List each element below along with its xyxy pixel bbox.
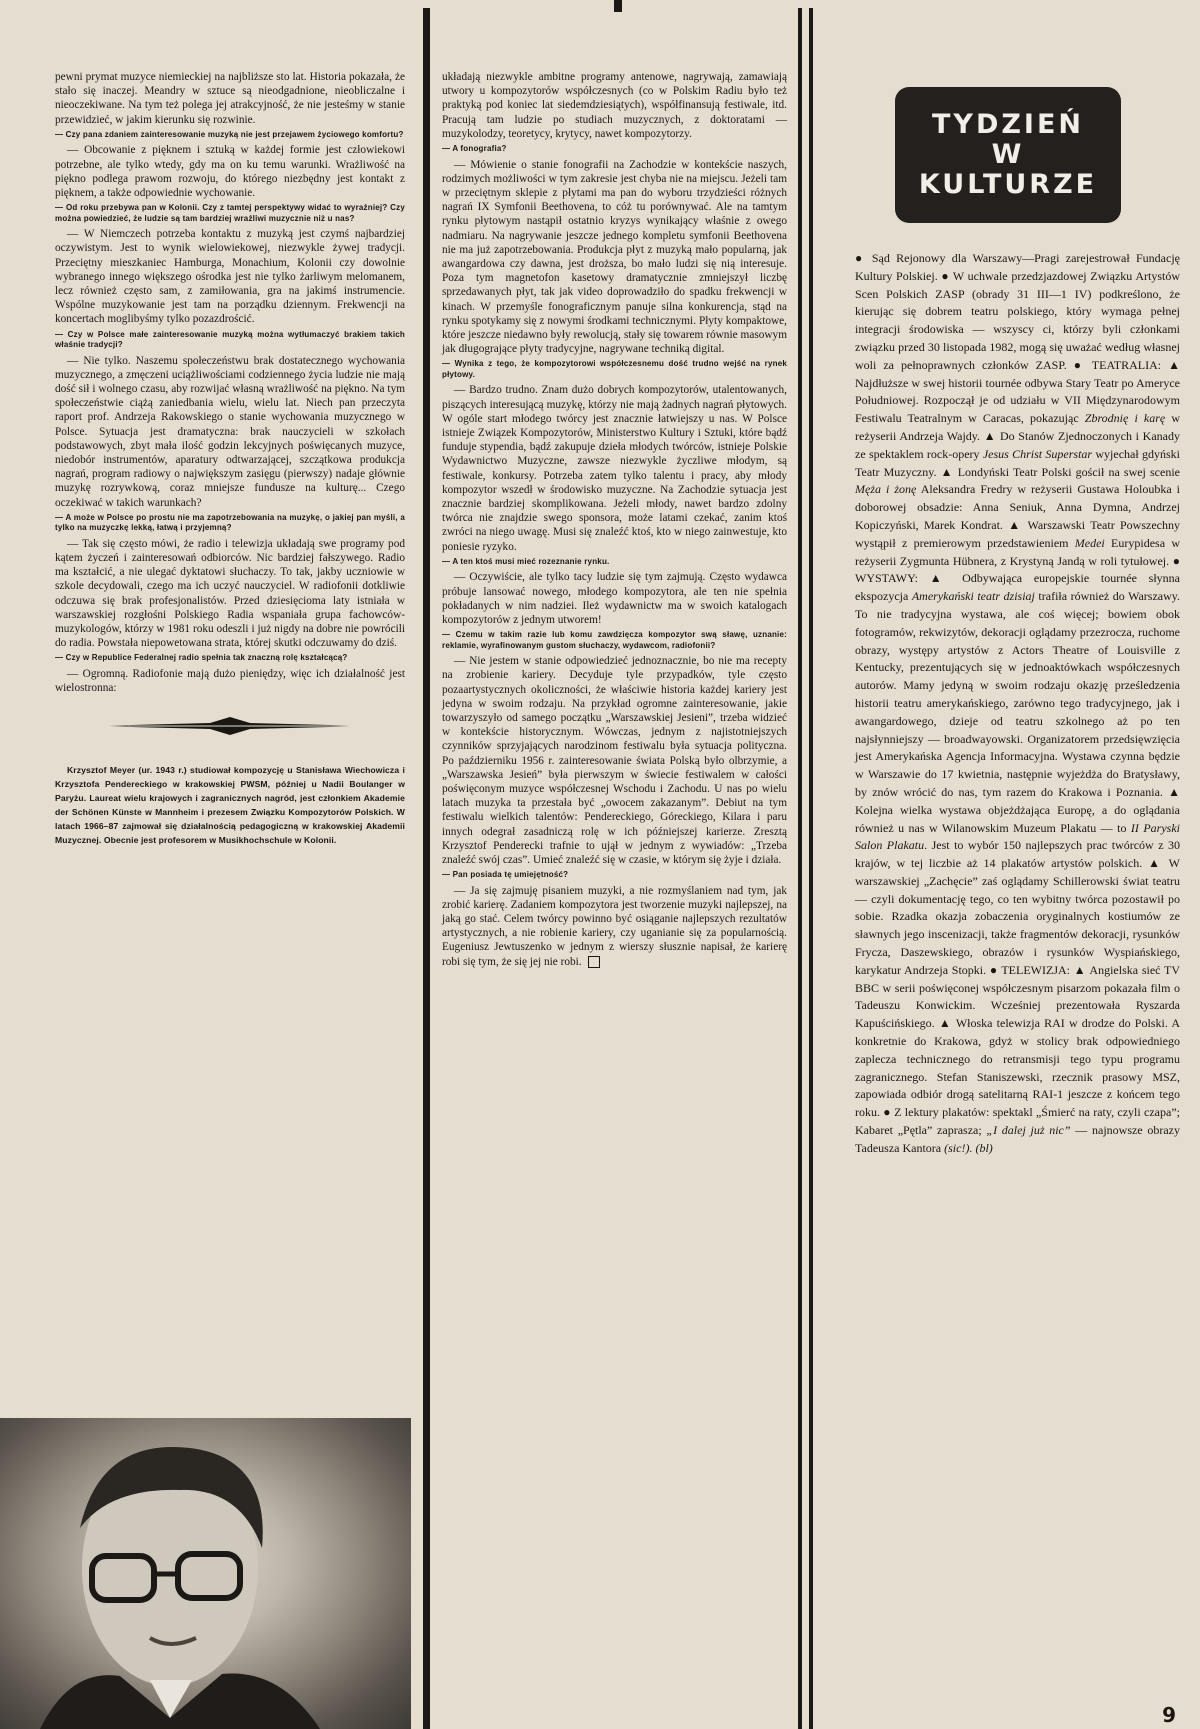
- news-brief: ● Sąd Rejonowy dla Warszawy—Pragi zarejestrował Fundację Kultury Polskiej. ● W uchwale przedzjazdowej Związku Artystów Scen Polskich ZASP (obrady 31 III—1 IV) podkreślono, że kierując się dobrem teatru polskiego, który wymaga pełnej integracji środowiska — wszyscy ci, którzy byli członkami związku przed 30 listopada 1982, mogą się uważać według własnej woli za pełnoprawnych członków ZASP. ● TEATRALIA: ▲ Najdłuższe w swej historii tournée odbywa Stary Teatr po Ameryce Południowej. Rozpoczął je od udziału w VII Międzynarodowym Festiwalu Teatralnym w Caracas, pokazując Zbrodnię i karę w reżyserii Andrzeja Wajdy. ▲ Do Stanów Zjednoczonych i Kanady ze spektaklem rock-opery Jesus Christ Superstar wyjechał gdyński Teatr Muzyczny. ▲ Londyński Teatr Polski gościł na swej scenie Męża i żonę Aleksandra Fredry w reżyserii Gustawa Holoubka i doborowej obsadzie: Anna Seniuk, Anna Dymna, Andrzej Kopiczyński, Marek Kondrat. ▲ Warszawski Teatr Powszechny wystąpił z premierowym przedstawieniem Medei Eurypidesa w reżyserii Zygmunta Hübnera, z Krystyną Jandą w roli tytułowej. ● WYSTAWY: ▲ Odbywająca europejskie tournée słynna ekspozycja Amerykański teatr dzisiaj trafiła również do Warszawy. To nie tradycyjna wystawa, ale coś więcej; bowiem obok fotogramów, rekwizytów, dekoracji oglądamy przezrocza, ruchome obrazy, występy artystów z Actors Theatre of Louisville z Kentucky, prezentujących się w jednoaktówkach współczesnych autorów. Mamy jedyną w swoim rodzaju okazję prześledzenia historii teatru amerykańskiego, zarówno tego tradycyjnego, jak i awangardowego, dzieje od teatru szkolnego aż po ten najsłynniejszy — broadwayowski. Organizatorem przedsięwzięcia jest Amerykańska Agencja Informacyjna. Wystawa czynna będzie w Warszawie do 17 kwietnia, następnie wyjeżdża do Bratysławy, by znów wrócić do nas, tym razem do Krakowa i Poznania. ▲ Kolejna wielka wystawa objeżdżająca Europę, a do oglądania również u nas w Wilanowskim Muzeum Plakatu — to II Paryski Salon Plakatu. Jest to wybór 150 najlepszych prac twórców z 30 krajów, w tej liczbie aż 14 plakatów artystów polskich. ▲ W warszawskiej „Zachęcie” zaś oglądamy Schillerowski świat teatru — czyli dokumentację tego, co ten wybitny twórca pozostawił po sobie. Rzadka okazja zobaczenia oryginalnych kostiumów ze sławnych jego inscenizacji, także fragmentów dekoracji, rysunków Frycza, Daszewskiego, obrazów i rysunków Wyspiańskiego, karykatur Andrzeja Stopki. ● TELEWIZJA: ▲ Angielska sieć TV BBC w serii poświęconej współczesnym pisarzom pokazała film o Tadeuszu Konwickim. Wcześniej prezentowała Ryszarda Kapuścińskiego. ▲ Włoska telewizja RAI w drodze do Polski. A konkretnie do Krakowa, gdyż w stolicy brak odpowiedniego zaplecza technicznego do retransmisji tego typu programu zagranicznego. Stefan Staniszewski, rzecznik prasowy MSZ, zapowiada odbiór drogą satelitarną RAI-1 jeszcze z końcem tego roku. ● Z lektury plakatów: spektakl „Śmierć na raty, czyli czapa”; Kabaret „Pętla” zaprasza; „I dalej już nic” — najnowsze obrazy Tadeusza Kantora (sic!). (bl): [855, 251, 1181, 1155]
- column-rule: [798, 8, 802, 1729]
- question: — A fonografia?: [442, 144, 507, 154]
- column-interview-middle: [442, 70, 787, 969]
- author-bio: Krzysztof Meyer (ur. 1943 r.) studiował kompozycję u Stanisława Wiechowicza i Krzysztofa Pendereckiego w krakowskiej PWSM, później u Nadii Boulanger w Paryżu. Laureat wielu krajowych i zagranicznych nagród, jest członkiem Akademie der Schönen Künste w Mannheim i prezesem Związku Kompozytorów Polskich. W latach 1966–87 zajmował się działalnością pedagogiczną w krakowskiej Akademii Muzycznej. Obecnie jest profesorem w Musikhochschule w Kolonii.: [55, 765, 405, 846]
- column-culture-week: [855, 250, 1180, 1158]
- answer: — Ogromną. Radiofonie mają dużo pieniędzy, więc ich działalność jest wielostronna:: [55, 667, 405, 695]
- question: — Wynika z tego, że kompozytorowi współczesnemu dość trudno wejść na rynek płytowy.: [442, 359, 787, 379]
- paragraph: układają niezwykle ambitne programy antenowe, nagrywają, zamawiają utwory u kompozytorów współczesnych (co w Polskim Radiu było też praktyką pod koniec lat siedemdziesiątych), współfinansują festiwale, itd. Pracują tam ludzie po studiach muzycznych, z doktoratami — muzykolodzy, teoretycy, krytycy, nawet kompozytorzy.: [442, 71, 787, 140]
- badge-line: W: [991, 139, 1025, 170]
- portrait-icon: [0, 1418, 411, 1729]
- author-photo: [0, 1418, 411, 1729]
- paragraph: pewni prymat muzyce niemieckiej na najbliższe sto lat. Historia pokazała, że stało się inaczej. Meandry w sztuce są nieodgadnione, nieobliczalne i nieoczekiwane. Na tym też polega jej atrakcyjność, że nie jesteśmy w stanie przewidzieć, w jakim kierunku się rozwinie.: [55, 71, 405, 126]
- question: — A może w Polsce po prostu nie ma zapotrzebowania na muzykę, o jakiej pan myśli, a tylko na muzyczkę lekką, łatwą i przyjemną?: [55, 512, 405, 533]
- badge-line: TYDZIEŃ: [931, 109, 1085, 140]
- column-rule: [423, 8, 430, 1729]
- badge-line: KULTURZE: [918, 169, 1098, 200]
- question: — Pan posiada tę umiejętność?: [442, 870, 569, 880]
- page-number: 9: [1162, 1703, 1176, 1727]
- question: — Czy w Polsce małe zainteresowanie muzyką można wytłumaczyć brakiem takich właśnie tradycji?: [55, 329, 405, 350]
- question: — A ten ktoś musi mieć rozeznanie rynku.: [442, 556, 610, 566]
- answer: — Nie jestem w stanie odpowiedzieć jednoznacznie, bo nie ma recepty na zrobienie kariery. Decyduje tyle przypadków, tyle często pozaartystycznych okoliczności, że właściwie historia każdej kariery jest jedyna w swoim rodzaju. Na przykład ogromne zainteresowanie, jakie towarzyszyło od samego początku „Warszawskiej Jesieni”, trzeba widzieć w kontekście historycznym. Wówczas, jednym z najistotniejszych czynników sprzyjających narodzinom festiwalu była sytuacja polityczna. Po październiku 1956 r. zainteresowanie świata Polską było olbrzymie, a „Warszawska Jesień” była pierwszym w świecie festiwalem w całości poświęconym muzyce współczesnej Wschodu i Zachodu. U nas po wielu latach muzyka ta przestała być „owocem zakazanym”. Debiut na tym festiwalu wielkich talentów: Pendereckiego, Góreckiego, Kilara i paru innych odegrał zasadniczą rolę w ich późniejszej karierze. Zresztą Krzysztof Penderecki trafnie to ujął w jednym z wywiadów: „Trzeba znaleźć swój czas”. Umieć znaleźć się w czasie, w którym się żyje i działa.: [442, 655, 787, 866]
- answer: — Oczywiście, ale tylko tacy ludzie się tym zajmują. Często wydawca próbuje lansować nowego, młodego kompozytora, ale ten nie spełnia pokładanych w nim nadziei. Ileż wydawnictw ma w swoich katalogach kompozytorów z jednym utworem!: [442, 571, 787, 626]
- answer: — W Niemczech potrzeba kontaktu z muzyką jest czymś najbardziej oczywistym. Jest to wynik wielowiekowej, niezwykle żywej tradycji. Przeciętny mieszkaniec Hamburga, Monachium, Kolonii czy dowolnie wybranego innego większego ośrodka jest nie tylko żarliwym melomanem, lecz również często sam, z zamiłowania, gra na jakimś instrumencie. Wspólne muzykowanie jest tam na porządku dziennym. Frekwencji na koncertach moglibyśmy tylko pozazdrościć.: [55, 228, 405, 326]
- answer: — Tak się często mówi, że radio i telewizja układają swe programy pod kątem życzeń i zainteresowań odbiorców. Nic bardziej fałszywego. Radio ma kształcić, a nie ulegać dyktatowi słuchaczy. To tak, jakby uczniowie w szkole decydowali, czego ma ich uczyć nauczyciel. W radiofonii dotkliwie odczuwa się brak profesjonalistów. Przed dziesięcioma laty istniała w warszawskiej rozgłośni Polskiego Radia wspaniała grupa fachowców-muzykologów, którzy w 1981 roku odeszli i już nigdy na dobre nie powrócili do radia. Powstała niepowetowana strata, której skutki odczuwamy do dziś.: [55, 537, 405, 650]
- ornament-divider: [90, 715, 370, 737]
- answer: — Bardzo trudno. Znam dużo dobrych kompozytorów, utalentowanych, piszących interesującą muzykę, którzy nie mają żadnych nagrań płytowych. W ogóle start młodego twórcy jest znacznie łatwiejszy u nas. W Polsce istnieje Związek Kompozytorów, Ministerstwo Kultury i Sztuki, które bądź funduje stypendia, bądź zakupuje dzieła młodych twórców, istnieje Polskie Wydawnictwo Muzyczne, zawsze niezwykle życzliwe młodym, są festiwale, konkursy. Potrzeba zatem tylko talentu i pracy, aby młody kompozytor wszedł w środowisko muzyczne. Na Zachodzie sytuacja jest znacznie bardziej skomplikowana. Jeżeli młody, nawet bardzo zdolny twórca nie znajdzie swego sponsora, może latami czekać, zanim ktoś zwróci na niego uwagę. Musi się znaleźć ktoś, kto w niego zainwestuje, kto poniesie ryzyko.: [442, 384, 787, 553]
- end-mark-icon: [588, 956, 600, 968]
- section-badge: [895, 87, 1121, 223]
- top-mark: [614, 0, 622, 12]
- column-interview-left: [55, 70, 405, 847]
- answer: [442, 884, 787, 969]
- question: — Od roku przebywa pan w Kolonii. Czy z tamtej perspektywy widać to wyraźniej? Czy można powiedzieć, że ludzie są tam bardziej wrażliwi muzycznie niż u nas?: [55, 203, 405, 223]
- question: — Czy w Republice Federalnej radio spełnia tak znaczną rolę kształcącą?: [55, 653, 348, 663]
- column-rule: [809, 8, 813, 1729]
- answer-text: — Ja się zajmuję pisaniem muzyki, a nie rozmyślaniem nad tym, jak zrobić karierę. Zadaniem kompozytora jest tworzenie muzyki najlepszej, na jaką go stać. Celem twórcy powinno być osiąganie najlepszych rezultatów artystycznych, a nie robienie kariery, czy uganianie się za popularnością. Eugeniusz Jewtuszenko w jednym z wierszy słusznie napisał, że karierę robi się tym, że się jej nie robi.: [442, 884, 787, 968]
- answer: — Nie tylko. Naszemu społeczeństwu brak dostatecznego wychowania muzycznego, a zmęczeni uciążliwościami codziennego życia ludzie nie mają dość sił i wolnego czasu, aby rozwijać własną wrażliwość na piękno. Na tym społeczeństwie ciążą zaniedbania wielu, wielu lat. Niech pan przeczyta raport prof. Andrzeja Rakowskiego o stanie wychowania muzycznego w Polsce. Sytuacja jest dramatyczna: brak nauczycieli w szkołach podstawowych, zbyt mała ilość godzin lekcyjnych poświęcanych muzyce, niedobór instrumentów, aparatury odtwarzającej, szczątkowa produkcja nagrań, program radiowy o największym zasięgu (pierwszy) nadaje głównie muzykę rozrywkową, coraz mniejsze fundusze na kulturę... Czego oczekiwać w takich warunkach?: [55, 354, 405, 509]
- question: — Czemu w takim razie lub komu zawdzięcza kompozytor swą sławę, uznanie: reklamie, wyrafinowanym gustom słuchaczy, wydawcom, radiofonii?: [442, 630, 787, 650]
- answer: — Obcowanie z pięknem i sztuką w każdej formie jest człowiekowi potrzebne, ale tylko wtedy, gdy ma on ku temu warunki. Wrażliwość na piękno podlega prawom rozwoju, do którego niezbędny jest kontakt z pięknem, a także odpowiednie wychowanie.: [55, 144, 405, 199]
- answer: — Mówienie o stanie fonografii na Zachodzie w kontekście naszych, rodzimych możliwości w tym zakresie jest chyba nie na miejscu. Jeżeli tam w przeciętnym sklepie z płytami ma pan do wyboru trzydzieści różnych nagrań IX Symfonii Beethovena, to cóż tu porównywać. Ale na tamtym rynku płytowym nastąpił ostatnio kryzys wynikający właśnie z owego nadmiaru. Na nagrywanie jeszcze jednego kompletu symfonii Beethovena nie ma już zapotrzebowania. Produkcja płyt z muzyką mało popularną, jak awangardowa czy dawna, jest droższa, bo mało ludzi się nią interesuje. Poza tym magnetofon kasetowy dramatycznie zmniejszył liczbę sprzedawanych płyt, tak jak video doprowadziło do spadku frekwencji w kinach. W przemyśle fonograficznym panuje silna konkurencja, stąd na rynku spotykamy się z nowymi środkami technicznymi. Płyty kompaktowe, które jeszcze niedawno były rewolucją, stały się towarem równie masowym jak długogrające płyty tradycyjne, nagrywane techniką digital.: [442, 158, 787, 356]
- question: — Czy pana zdaniem zainteresowanie muzyką nie jest przejawem życiowego komfortu?: [55, 129, 404, 139]
